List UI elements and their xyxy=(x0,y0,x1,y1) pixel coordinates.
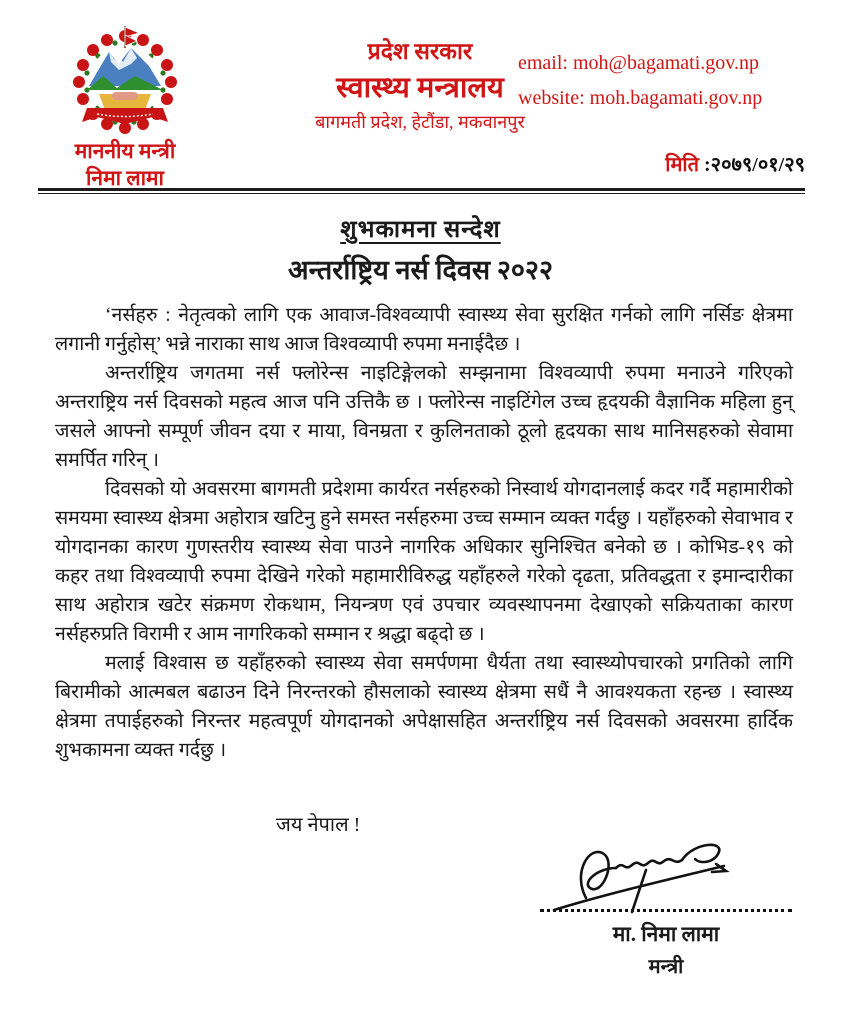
website-line: website: moh.bagamati.gov.np xyxy=(518,87,763,109)
letter-body xyxy=(55,301,793,765)
ministry-name: स्वास्थ्य मन्त्रालय xyxy=(336,72,504,104)
subject-text: शुभकामना सन्देश xyxy=(340,217,501,243)
main-title: अन्तर्राष्ट्रिय नर्स दिवस २०२२ xyxy=(287,255,554,285)
subject-heading xyxy=(0,212,841,245)
date-label: मिति xyxy=(665,154,700,176)
letter-date xyxy=(665,150,805,177)
salute-text: जय नेपाल ! xyxy=(276,814,361,836)
nepal-government-emblem-icon xyxy=(64,26,186,138)
ministry-address: बागमती प्रदेश, हेटौंडा, मकवानपुर xyxy=(315,112,525,132)
paragraph-1: ‘नर्सहरु : नेतृत्वको लागि एक आवाज-विश्वव्यापी स्वास्थ्य सेवा सुरक्षित गर्नको लागि नर्सिङ क्षेत्रमा लगानी गर्नुहोस्’ भन्ने नाराका साथ आज विश्वव्यापी रुपमा मनाईदैछ । xyxy=(55,305,793,355)
date-value: :२०७९/०१/२९ xyxy=(699,154,805,176)
paragraph-3: दिवसको यो अवसरमा बागमती प्रदेशमा कार्यरत नर्सहरुको निस्वार्थ योगदानलाई कदर गर्दै महामारीको समयमा स्वास्थ्य क्षेत्रमा अहोरात्र खटिनु हुने समस्त नर्सहरुमा उच्च सम्मान व्यक्त गर्दछु । यहाँहरुको सेवाभाव र योगदानका कारण गुणस्तरीय स्वास्थ्य सेवा पाउने नागरिक अधिकार सुनिश्चित बनेको छ । कोभिड-१९ को कहर तथा विश्वव्यापी रुपमा देखिने गरेको महामारीविरुद्ध यहाँहरुले गरेको दृढता, प्रतिवद्धता र इमान्दारीका साथ अहोरात्र खटेर संक्रमण रोकथाम, नियन्त्रण एवं उपचार व्यवस्थापनमा देखाएको सक्रियताका कारण नर्सहरुप्रति विरामी र आम नागरिकको सम्मान र श्रद्धा बढ्दो छ । xyxy=(55,479,793,645)
signatory-title: मन्त्री xyxy=(648,956,684,978)
contact-block xyxy=(518,46,762,116)
signature-scribble-icon xyxy=(546,838,786,914)
signature-dotted-line xyxy=(540,908,792,912)
minister-block xyxy=(40,26,210,192)
email-line: email: moh@bagamati.gov.np xyxy=(518,52,759,74)
minister-title: माननीय मन्त्री xyxy=(74,139,176,163)
paragraph-2: अन्तर्राष्ट्रिय जगतमा नर्स फ्लोरेन्स नाइटिङ्गेलको सम्झनामा विश्वव्यापी रुपमा मनाउने गरिएको अन्तराष्ट्रिय नर्स दिवसको महत्व आज पनि उत्तिकै छ । फ्लोरेन्स नाइटिंगेल उच्च हृदयकी वैज्ञानिक महिला हुन् जसले आफ्नो सम्पूर्ण जीवन दया र माया, विनम्रता र कुलिनताको ठूलो हृदयका साथ मानिसहरुको सेवामा समर्पित गरिन् । xyxy=(55,363,793,471)
minister-name: निमा लामा xyxy=(85,166,164,190)
signature-block xyxy=(526,838,806,979)
header-divider xyxy=(38,188,805,194)
signatory-name: मा. निमा लामा xyxy=(612,922,720,946)
government-name: प्रदेश सरकार xyxy=(367,39,473,64)
paragraph-4: मलाई विश्वास छ यहाँहरुको स्वास्थ्य सेवा समर्पणमा धैर्यता तथा स्वास्थ्योपचारको प्रगतिको लागि बिरामीको आत्मबल बढाउन दिने निरन्तरको हौसलाको स्वास्थ्य क्षेत्रमा सधैं नै आवश्यकता रहन्छ । स्वास्थ्य क्षेत्रमा तपाईहरुको निरन्तर महत्वपूर्ण योगदानको अपेक्षासहित अन्तर्राष्ट्रिय नर्स दिवसको अवसरमा हार्दिक शुभकामना व्यक्त गर्दछु । xyxy=(55,653,793,761)
